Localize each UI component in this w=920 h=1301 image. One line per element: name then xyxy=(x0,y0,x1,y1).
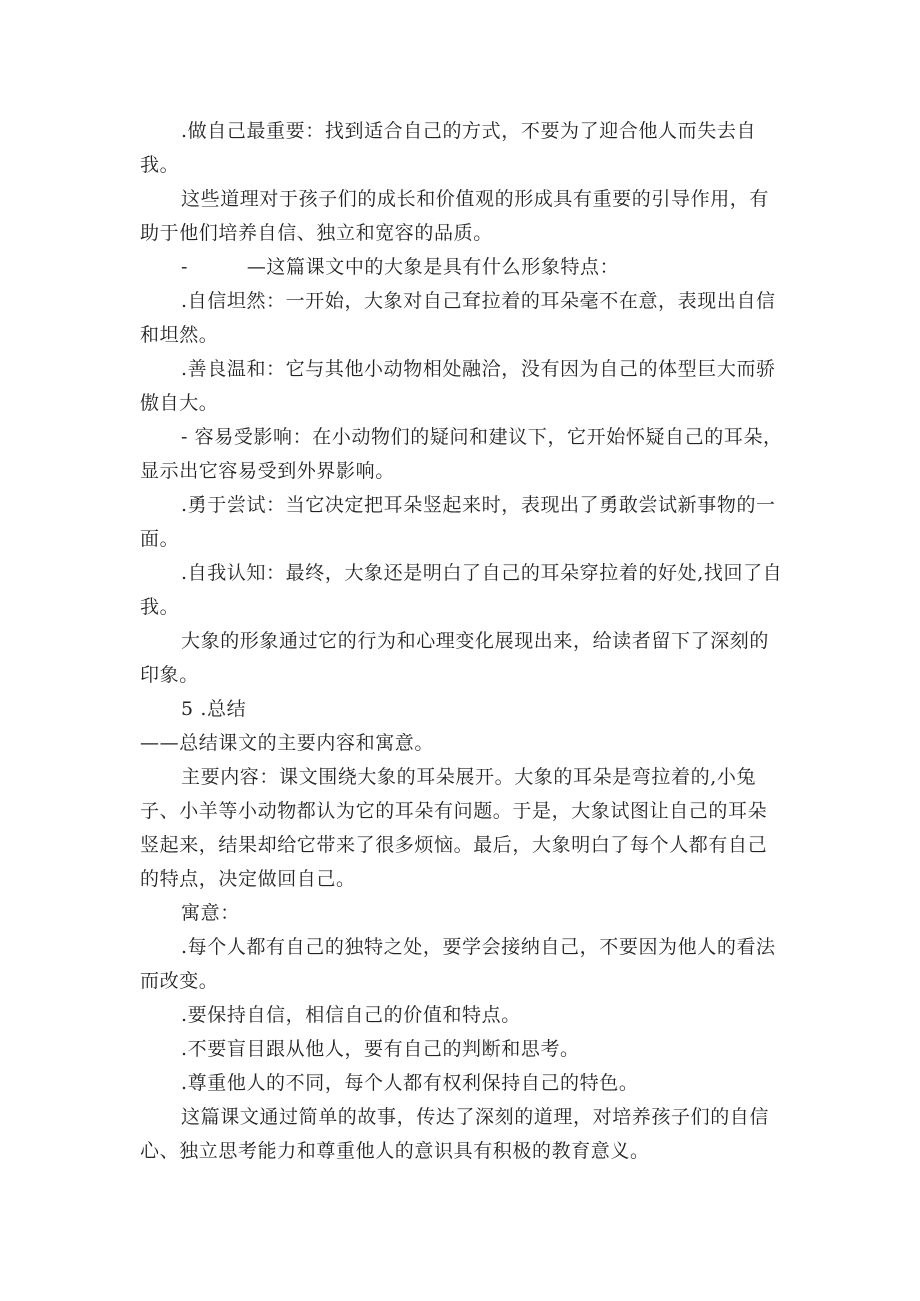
section-subtitle-summary: ——总结课文的主要内容和寓意。 xyxy=(140,732,435,754)
list-item-moral-accept: .每个人都有自己的独特之处，要学会接纳自己，不要因为他人的看法而改变。 xyxy=(140,936,776,992)
paragraph-elephant-image: 大象的形象通过它的行为和心理变化展现出来，给读者留下了深刻的印象。 xyxy=(140,630,770,686)
list-item-brave: .勇于尝试：当它决定把耳朵竖起来时，表现出了勇敢尝试新事物的一面。 xyxy=(140,494,776,550)
paragraph-be-yourself: .做自己最重要：找到适合自己的方式，不要为了迎合他人而失去自我。 xyxy=(140,120,757,176)
section-heading-elephant-traits: - —这篇课文中的大象是具有什么形象特点： xyxy=(181,256,620,278)
list-item-confident: .自信坦然：一开始，大象对自己耷拉着的耳朵毫不在意，表现出自信和坦然。 xyxy=(140,290,776,346)
section-title-summary: 5 .总结 xyxy=(181,698,247,720)
paragraph-values-guidance: 这些道理对于孩子们的成长和价值观的形成具有重要的引导作用，有助于他们培养自信、独立和宽容的品质。 xyxy=(140,188,770,244)
list-item-moral-respect: .尊重他人的不同，每个人都有权利保持自己的特色。 xyxy=(181,1072,639,1094)
list-item-easily-influenced: - 容易受影响：在小动物们的疑问和建议下，它开始怀疑自己的耳朵，显示出它容易受到外界影响。 xyxy=(140,426,783,482)
label-moral: 寓意： xyxy=(181,902,240,924)
paragraph-conclusion: 这篇课文通过简单的故事，传达了深刻的道理，对培养孩子们的自信心、独立思考能力和尊重他人的意识具有积极的教育意义。 xyxy=(140,1106,770,1162)
list-item-self-awareness: .自我认知：最终，大象还是明白了自己的耳朵穿拉着的好处,找回了自我。 xyxy=(140,562,783,618)
paragraph-main-content: 主要内容：课文围绕大象的耳朵展开。大象的耳朵是弯拉着的,小兔子、小羊等小动物都认为它的耳朵有问题。于是，大象试图让自己的耳朵竖起来，结果却给它带来了很多烦恼。最后，大象明白了每个人都有自己的特点，决定做回自己。 xyxy=(140,766,768,890)
list-item-kind: .善良温和：它与其他小动物相处融洽，没有因为自己的体型巨大而骄傲自大。 xyxy=(140,358,776,414)
list-item-moral-independent: .不要盲目跟从他人，要有自己的判断和思考。 xyxy=(181,1038,580,1060)
list-item-moral-confidence: .要保持自信，相信自己的价值和特点。 xyxy=(181,1004,521,1026)
document-body xyxy=(140,114,785,1168)
